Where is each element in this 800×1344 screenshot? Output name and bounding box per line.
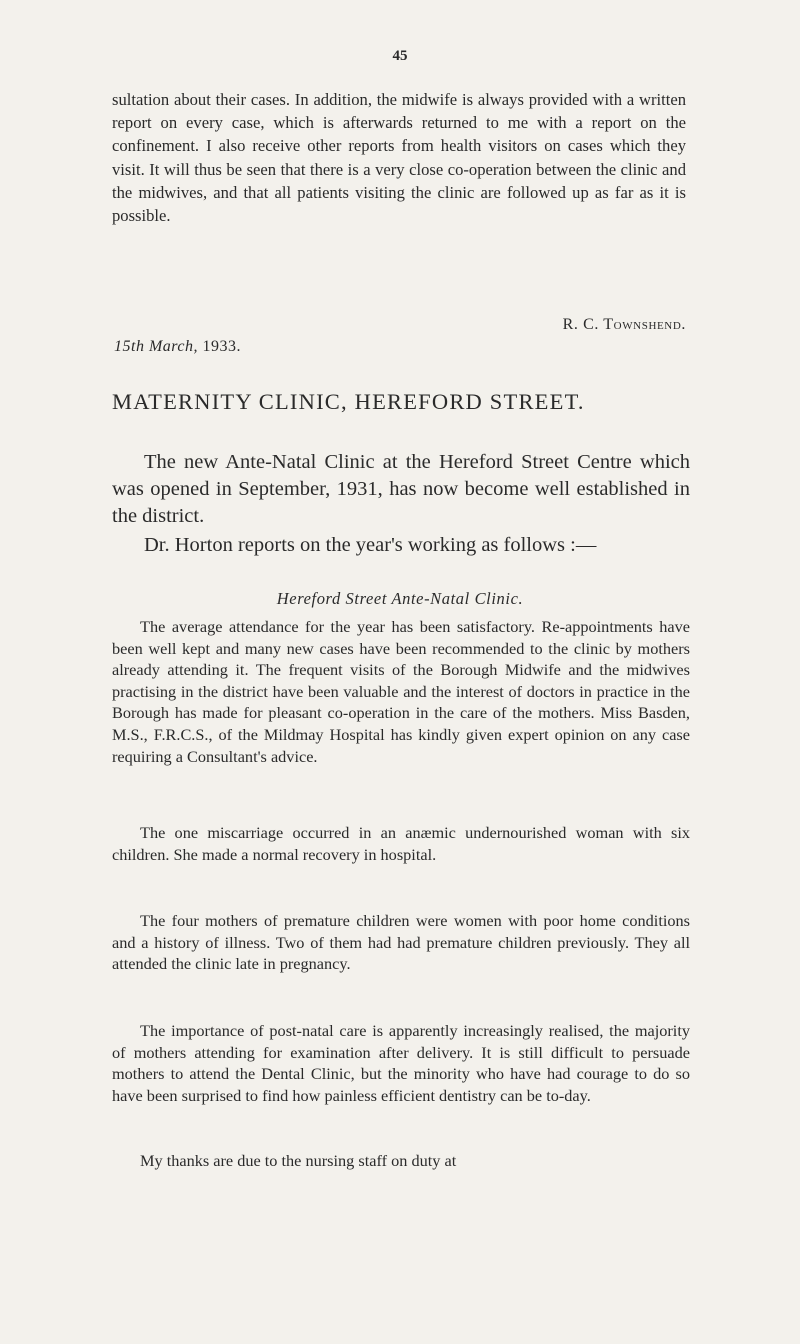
report-paragraph-text: The average attendance for the year has been satisfactory. Re-appointments have been well kept and many new cases have been recommended to the clinic by mothers already attending it. The frequent visits of the Borough Midwife and the midwives practising in the district have been valuable and the interest of doctors in practice in the Borough has made for pleasant co-operation in the care of the mothers. Miss Basden, M.S., F.R.C.S., of the Mildmay Hospital has kindly given expert opinion on any case requiring a Consultant's advice.	[112, 617, 690, 766]
report-paragraph-text: The importance of post-natal care is apparently increasingly realised, the majority of mothers attending for examination after delivery. It is still difficult to persuade mothers to attend the Dental Clinic, but the minority who have had courage to do so have been surprised to find how painless efficient dentistry can be to-day.	[112, 1021, 690, 1105]
report-paragraph	[112, 616, 690, 767]
report-heading: Hereford Street Ante-Natal Clinic.	[276, 589, 524, 608]
paragraph-2-text: Dr. Horton reports on the year's working as follows :—	[144, 534, 597, 556]
report-date	[114, 338, 241, 356]
paragraph-1-text: The new Ante-Natal Clinic at the Hereford Street Centre which was opened in September, 1931, has now become well established in the district.	[112, 451, 690, 527]
report-paragraph-text: The one miscarriage occurred in an anæmic undernourished woman with six children. She made a normal recovery in hospital.	[112, 823, 690, 864]
signature: R. C. Townshend.	[562, 316, 686, 333]
report-paragraph	[112, 910, 690, 975]
date-day-month: 15th March,	[114, 338, 199, 355]
report-paragraph	[112, 1020, 690, 1106]
intro-paragraph: sultation about their cases. In addition, the midwife is always provided with a written report on every case, which is afterwards returned to me with a report on the confinement. I also receive other reports from health visitors on cases which they visit. It will thus be seen that there is a very close co-operation between the clinic and the midwives, and that all patients visiting the clinic are followed up as far as it is possible.	[112, 90, 686, 226]
page-number: 45	[392, 48, 408, 64]
report-paragraph-text: The four mothers of premature children were women with poor home conditions and a history of illness. Two of them had had premature children previously. They all attended the clinic late in pregnancy.	[112, 911, 690, 974]
report-paragraph	[112, 1150, 690, 1172]
paragraph-1	[112, 449, 690, 530]
date-year: 1933.	[202, 338, 242, 355]
report-paragraph-text: My thanks are due to the nursing staff on duty at	[140, 1151, 457, 1170]
section-heading: MATERNITY CLINIC, HEREFORD STREET.	[112, 389, 585, 414]
paragraph-2	[112, 532, 690, 559]
report-paragraph	[112, 822, 690, 865]
